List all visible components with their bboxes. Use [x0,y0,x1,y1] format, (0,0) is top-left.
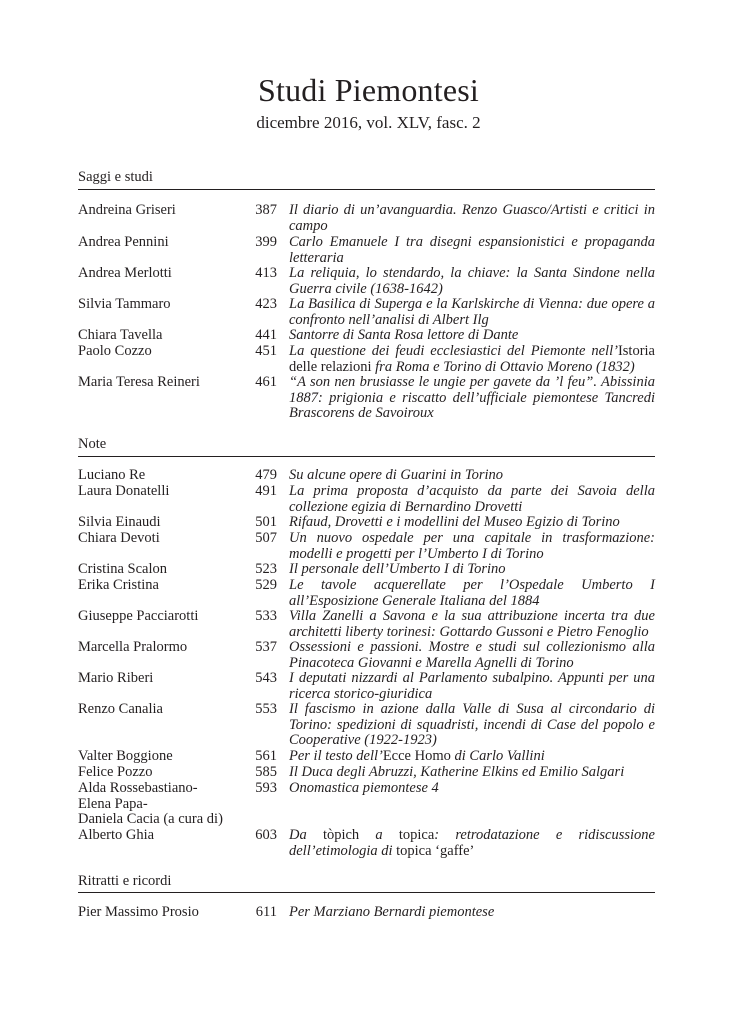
entry-author [78,297,258,313]
title-segment: La Basilica di Superga e la Karlskirche di Vienna: due opere a confronto nell’analisi di Albert Ilg [289,296,655,328]
author-line: Chiara Devoti [78,530,160,546]
title-segment: tòpich [322,827,360,843]
entry-author [78,828,258,844]
entry-title [289,468,655,484]
entry-page-number: 529 [255,577,277,593]
entry-title [289,781,655,797]
entry-page-number: 553 [255,701,277,717]
title-segment: topica ‘gaffe’ [396,842,475,859]
entry-page-number: 537 [255,639,277,655]
entry-author [78,203,258,219]
entry-page-number: 561 [255,748,277,764]
title-segment: topica [398,827,435,843]
title-segment: Un nuovo ospedale per una capitale in trasformazione: modelli e progetti per l’Umberto I di Torino [289,530,655,562]
entry-author [78,235,258,251]
entry-page-number: 423 [255,296,277,312]
title-segment: Carlo Emanuele I tra disegni espansionistici e propaganda letteraria [289,234,655,266]
entry-title [289,266,655,297]
title-segment: Il personale dell’Umberto I di Torino [289,561,506,577]
entry-page-number: 523 [255,561,277,577]
author-line: Valter Boggione [78,748,173,764]
author-line: Alda Rossebastiano- [78,780,198,796]
issue-subtitle: dicembre 2016, vol. XLV, fasc. 2 [256,113,481,132]
title-segment: “A son nen brusiasse le ungie per gavete da ’l feu”. Abissinia 1887: prigionia e riscatto dell’ufficiale piemontese Tancredi Brascorens de Savoiroux [289,374,655,421]
title-segment: Rifaud, Drovetti e i modellini del Museo Egizio di Torino [289,514,620,530]
title-segment: Su alcune opere di Guarini in Torino [289,467,504,483]
entry-page-number: 441 [255,327,277,343]
entry-author [78,609,258,625]
title-segment: I deputati nizzardi al Parlamento subalpino. Appunti per una ricerca storico-giuridica [289,670,655,702]
entry-title [289,297,655,328]
author-line: Giuseppe Pacciarotti [78,608,199,624]
author-line: Andrea Merlotti [78,265,172,281]
entry-page-number: 543 [255,670,277,686]
entry-page-number: 533 [255,608,277,624]
entry-author [78,578,258,594]
entry-page-number: 491 [255,483,277,499]
author-line: Cristina Scalon [78,561,168,577]
entry-author [78,781,258,828]
author-line: Daniela Cacia (a cura di) [78,811,223,827]
title-segment: Ecce Homo [382,748,451,764]
section-heading: Note [78,436,107,452]
entry-title [289,203,655,234]
entry-title [289,702,655,749]
author-line: Renzo Canalia [78,701,163,717]
entry-page-number: 603 [255,827,277,843]
entry-title [289,765,655,781]
entry-author [78,375,258,391]
author-line: Paolo Cozzo [78,343,152,359]
entry-page-number: 593 [255,780,277,796]
author-line: Andreina Griseri [78,202,176,218]
title-segment: Da [289,827,323,843]
section-heading: Saggi e studi [78,169,153,185]
author-line: Felice Pozzo [78,764,153,780]
title-segment: : retrodatazione e ridiscussione dell’etimologia di [289,827,655,859]
entry-title [289,515,655,531]
entry-page-number: 585 [255,764,277,780]
journal-title: Studi Piemontesi [258,72,479,108]
author-line: Erika Cristina [78,577,159,593]
entry-author [78,640,258,656]
entry-page-number: 399 [255,234,277,250]
entry-title [289,828,655,859]
entry-title [289,905,655,921]
author-line: Marcella Pralormo [78,639,188,655]
entry-title [289,749,655,765]
entry-author [78,702,258,718]
title-segment: Il fascismo in azione dalla Valle di Susa al circondario di Torino: spedizioni di squadristi, incendi di Case del popolo e Cooperative (1922-1923) [289,701,655,748]
title-segment: fra Roma e Torino di Ottavio Moreno (1832) [371,358,635,375]
title-segment: Per Marziano Bernardi piemontese [289,904,495,920]
section-heading: Ritratti e ricordi [78,873,172,889]
title-segment: Villa Zanelli a Savona e la sua attribuzione incerta tra due architetti liberty torinesi: Gottardo Gussoni e Pietro Fenoglio [289,608,655,640]
section-rule [78,892,655,893]
entry-title [289,640,655,671]
entry-author [78,905,258,921]
entry-page-number: 479 [255,467,277,483]
entry-title [289,578,655,609]
entry-title [289,375,655,422]
author-line: Pier Massimo Prosio [78,904,199,920]
entry-page-number: 611 [255,904,277,920]
entry-author [78,562,258,578]
title-segment: Le tavole acquerellate per l’Ospedale Umberto I all’Esposizione Generale Italiana del 1884 [289,577,655,609]
title-segment: La prima proposta d’acquisto da parte dei Savoia della collezione egizia di Bernardino Drovetti [289,483,655,515]
author-line: Chiara Tavella [78,327,163,343]
entry-author [78,328,258,344]
entry-title [289,609,655,640]
entry-title [289,328,655,344]
entry-title [289,671,655,702]
title-segment: Il diario di un’avanguardia. Renzo Guasco/Artisti e critici in campo [289,202,655,234]
title-segment: Santorre di Santa Rosa lettore di Dante [289,327,519,343]
author-line: Silvia Tammaro [78,296,171,312]
title-segment: La questione dei feudi ecclesiastici del Piemonte nell’ [289,343,618,359]
entry-page-number: 461 [255,374,277,390]
title-segment: Per il testo dell’ [289,748,383,764]
entry-author [78,671,258,687]
entry-author [78,749,258,765]
entry-author [78,515,258,531]
entry-page-number: 387 [255,202,277,218]
author-line: Silvia Einaudi [78,514,161,530]
author-line: Laura Donatelli [78,483,170,499]
entry-author [78,468,258,484]
entry-author [78,484,258,500]
entry-author [78,344,258,360]
author-line: Alberto Ghia [78,827,155,843]
entry-author [78,531,258,547]
author-line: Elena Papa- [78,795,148,812]
entry-title [289,531,655,562]
title-segment: Istoria delle relazioni [289,343,655,375]
title-segment: Ossessioni e passioni. Mostre e studi sul collezionismo alla Pinacoteca Giovanni e Marella Agnelli di Torino [289,639,655,671]
entry-title [289,235,655,266]
entry-title [289,484,655,515]
title-segment: La reliquia, lo stendardo, la chiave: la Santa Sindone nella Guerra civile (1638-1642) [289,265,655,297]
author-line: Andrea Pennini [78,234,169,250]
entry-page-number: 413 [255,265,277,281]
title-segment: Il Duca degli Abruzzi, Katherine Elkins ed Emilio Salgari [289,764,625,780]
entry-author [78,765,258,781]
entry-title [289,344,655,375]
title-segment: di Carlo Vallini [450,748,545,764]
entry-page-number: 507 [255,530,277,546]
title-segment: a [359,827,399,843]
entry-page-number: 451 [255,343,277,359]
entry-page-number: 501 [255,514,277,530]
entry-author [78,266,258,282]
section-rule [78,189,655,190]
author-line: Luciano Re [78,467,146,483]
title-segment: Onomastica piemontese 4 [289,780,439,796]
entry-title [289,562,655,578]
section-rule [78,456,655,457]
author-line: Mario Riberi [78,670,154,686]
author-line: Maria Teresa Reineri [78,374,200,390]
